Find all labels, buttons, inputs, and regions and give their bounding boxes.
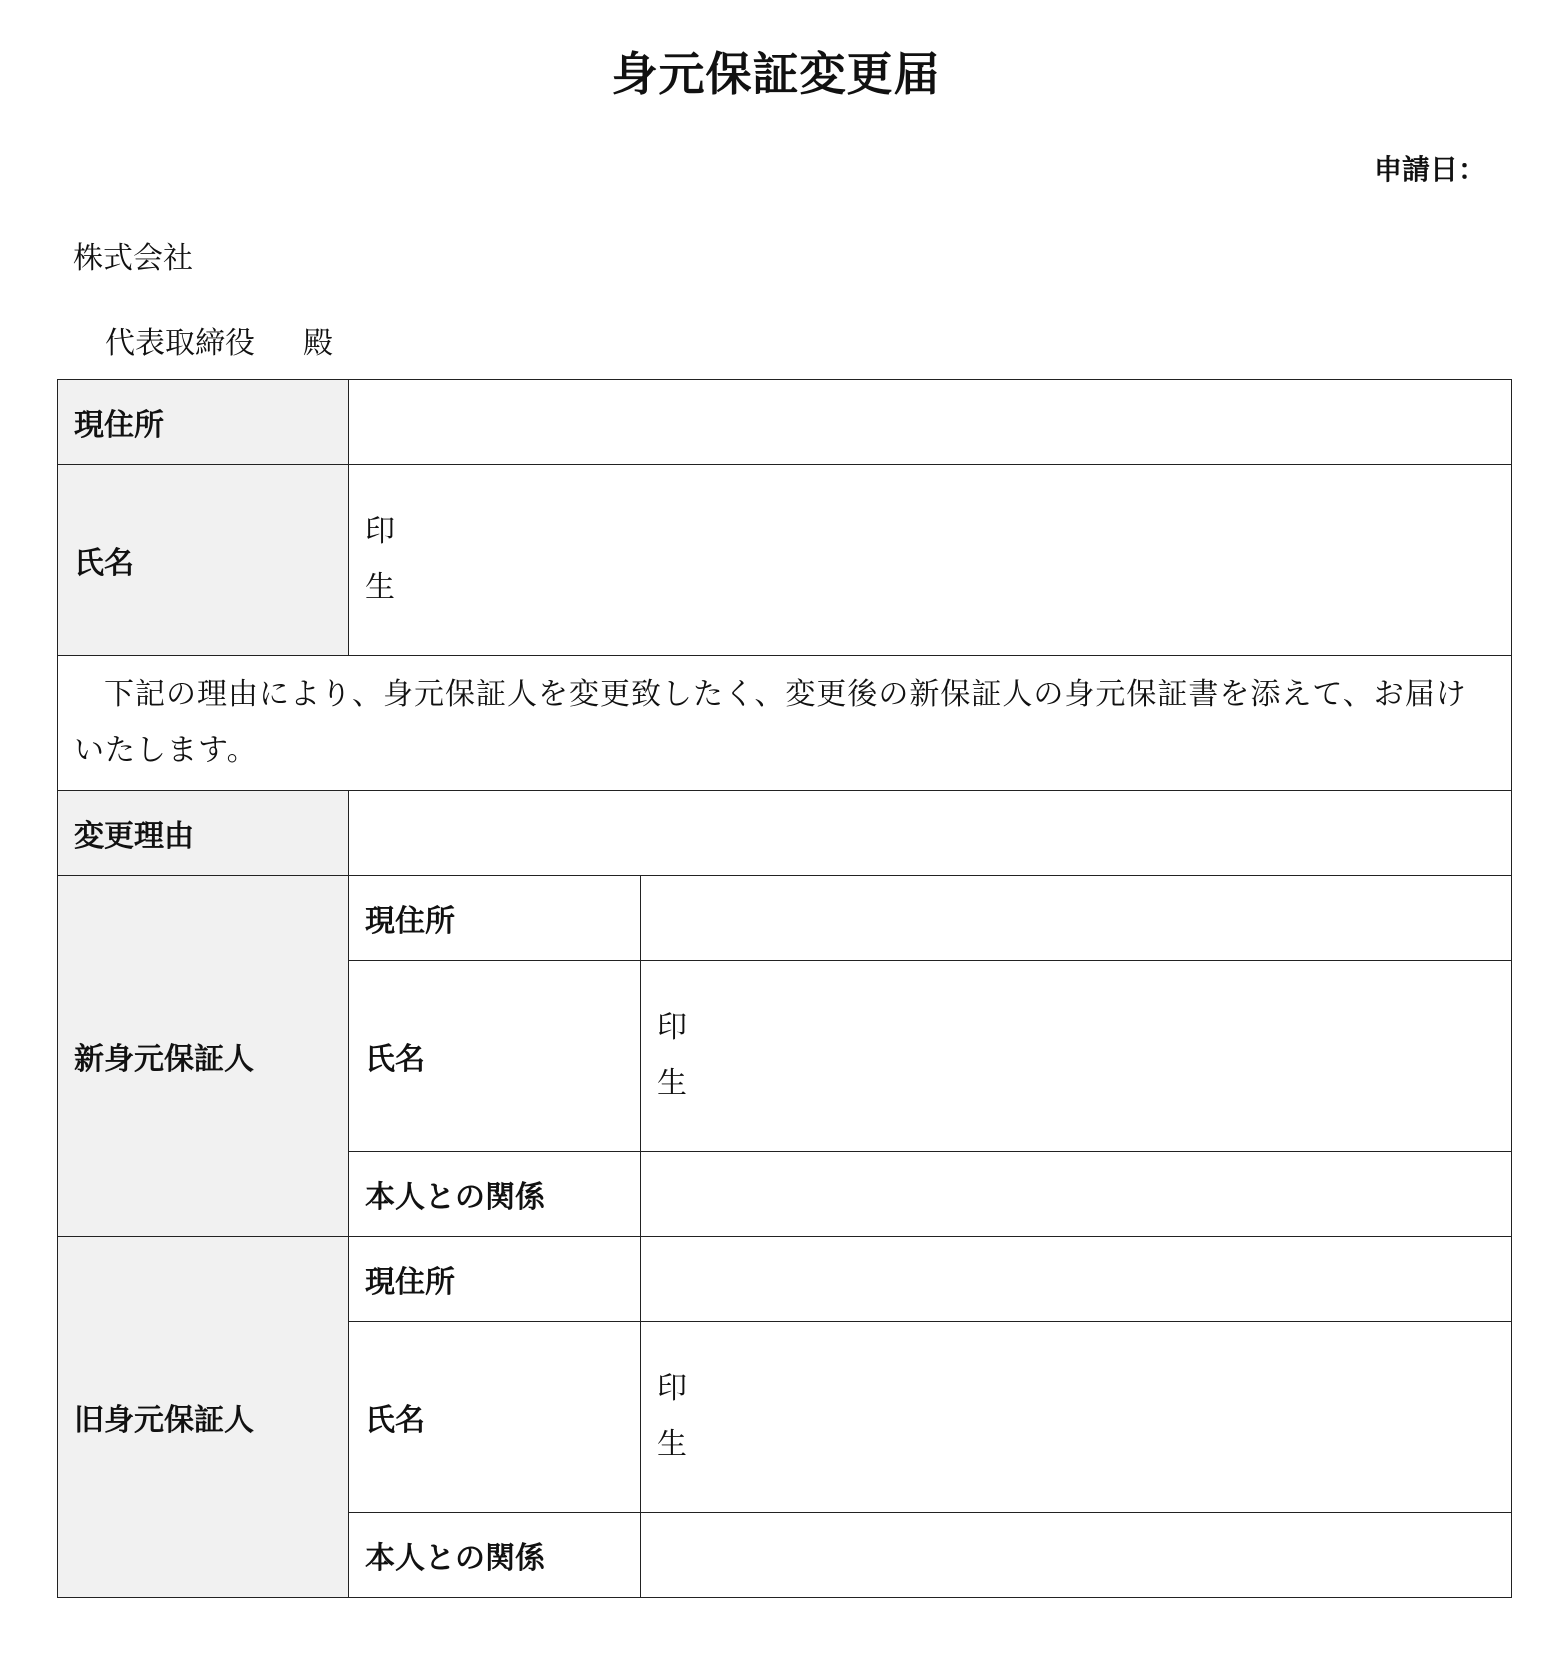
- applicant-name-row: [58, 465, 1512, 656]
- document-title: 身元保証変更届: [611, 47, 941, 101]
- old-guarantor-section-label: 旧身元保証人: [58, 1237, 349, 1598]
- recipient-representative: 代表取締役: [105, 326, 255, 361]
- recipient-addressee: [105, 318, 333, 362]
- new-guarantor-name-field[interactable]: [641, 961, 1512, 1152]
- applicant-name-label: 氏名: [58, 465, 349, 656]
- notice-text: 下記の理由により、身元保証人を変更致したく、変更後の新保証人の身元保証書を添えて、お届けいたします。: [58, 656, 1512, 791]
- new-guarantor-name-label: 氏名: [349, 961, 641, 1152]
- new-guarantor-relation-label: 本人との関係: [349, 1152, 641, 1237]
- new-guarantor-seal-stack: [657, 1000, 1495, 1112]
- recipient-company: 株式会社: [73, 241, 193, 276]
- old-guarantor-address-row: [58, 1237, 1512, 1322]
- old-guarantor-name-label: 氏名: [349, 1322, 641, 1513]
- applicant-name-field[interactable]: [349, 465, 1512, 656]
- change-form-table: [57, 379, 1512, 1598]
- applicant-birth-mark: 生: [365, 570, 395, 605]
- old-guarantor-address-label: 現住所: [349, 1237, 641, 1322]
- applicant-address-label: 現住所: [58, 380, 349, 465]
- old-guarantor-name-field[interactable]: [641, 1322, 1512, 1513]
- change-reason-label: 変更理由: [58, 791, 349, 876]
- new-guarantor-birth-mark: 生: [657, 1066, 687, 1101]
- change-reason-row: [58, 791, 1512, 876]
- new-guarantor-address-row: [58, 876, 1512, 961]
- old-guarantor-address-field[interactable]: [641, 1237, 1512, 1322]
- recipient-honorific: 殿: [303, 326, 333, 361]
- new-guarantor-section-label: 新身元保証人: [58, 876, 349, 1237]
- old-guarantor-relation-label: 本人との関係: [349, 1513, 641, 1598]
- old-guarantor-birth-mark: 生: [657, 1427, 687, 1462]
- new-guarantor-address-label: 現住所: [349, 876, 641, 961]
- old-guarantor-relation-field[interactable]: [641, 1513, 1512, 1598]
- applicant-address-row: [58, 380, 1512, 465]
- new-guarantor-relation-field[interactable]: [641, 1152, 1512, 1237]
- old-guarantor-seal-stack: [657, 1361, 1495, 1473]
- new-guarantor-seal-mark: 印: [657, 1010, 687, 1045]
- old-guarantor-seal-mark: 印: [657, 1371, 687, 1406]
- applicant-address-field[interactable]: [349, 380, 1512, 465]
- apply-date-label: 申請日：: [1373, 153, 1486, 186]
- applicant-seal-mark: 印: [365, 514, 395, 549]
- applicant-seal-stack: [365, 504, 1495, 616]
- change-reason-field[interactable]: [349, 791, 1512, 876]
- new-guarantor-address-field[interactable]: [641, 876, 1512, 961]
- notice-row: [58, 656, 1512, 791]
